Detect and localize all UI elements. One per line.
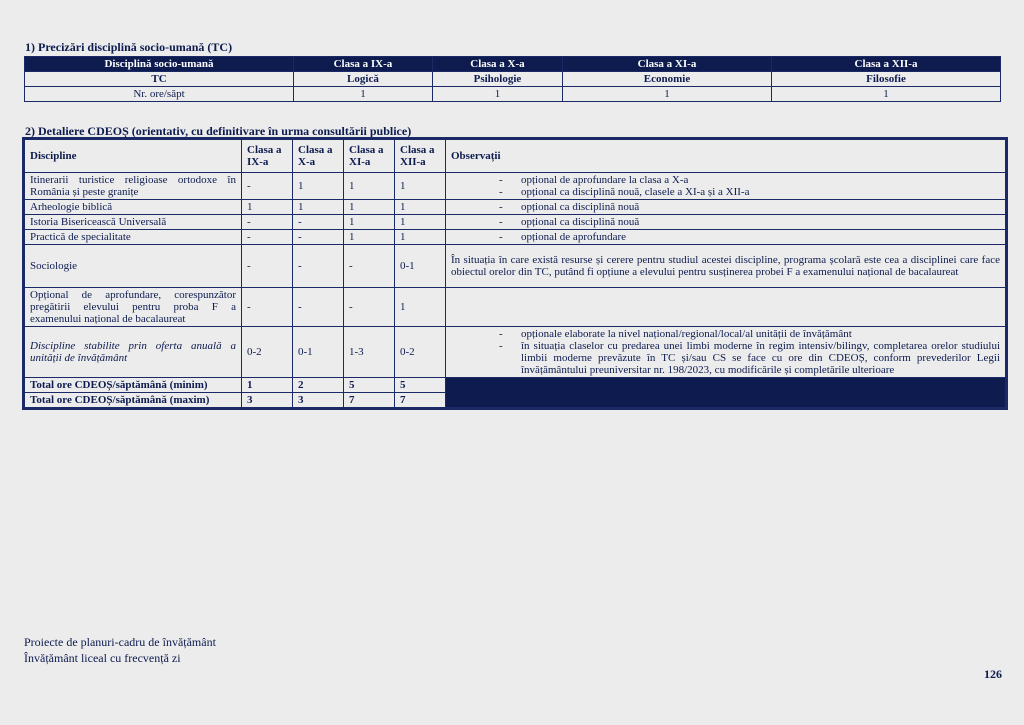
cell: 0-2 [395, 327, 446, 378]
cell: 1 [242, 200, 293, 215]
cdeos-table [24, 139, 1006, 408]
socio-human-table [24, 56, 1001, 102]
cell: TC [25, 72, 294, 87]
footer-line-1: Proiecte de planuri-cadru de învățământ [24, 635, 216, 649]
discipline-name: Practică de specialitate [25, 230, 242, 245]
cell: 1 [294, 87, 433, 102]
observation-item: - în situația claselor cu predarea unei limbi moderne în regim intensiv/bilingv, completarea orelor studiului limbii moderne prevăzute în TC și/sau CS se face cu ore din CDEOȘ, conform prevederilor Legii învățământului preuniversitar nr. 198/2023, cu modificările și completările ulterioare [451, 340, 1000, 376]
cell: 5 [395, 378, 446, 393]
cell: 0-1 [293, 327, 344, 378]
discipline-name: Itinerarii turistice religioase ortodoxe în România și peste granițe [25, 173, 242, 200]
page-number: 126 [984, 667, 1002, 681]
table-row [25, 200, 1006, 215]
observations-cell [446, 288, 1006, 327]
observation-item: - opțional de aprofundare la clasa a X-a [451, 174, 1000, 186]
cell: - [344, 288, 395, 327]
section-1-title: 1) Precizări disciplină socio-umană (TC) [25, 40, 233, 54]
cell: Nr. ore/săpt [25, 87, 294, 102]
discipline-name: Discipline stabilite prin oferta anuală a unității de învățământ [25, 327, 242, 378]
cell: - [293, 230, 344, 245]
observations-cell: În situația în care există resurse și cerere pentru studiul acestei discipline, programa școlară este cea a disciplinei care face obiectul orelor din TC, putând fi opțiune a elevului pentru susținerea probei F a examenului național de bacalaureat [446, 245, 1006, 288]
header-discipline: Discipline [25, 140, 242, 173]
observations-cell [446, 230, 1006, 245]
cell: Economie [563, 72, 772, 87]
total-label: Total ore CDEOȘ/săptămână (maxim) [25, 393, 242, 408]
cell: - [242, 215, 293, 230]
header-cell: Clasa a IX-a [294, 57, 433, 72]
cell: 1 [395, 230, 446, 245]
header-cell: Disciplină socio-umană [25, 57, 294, 72]
footer-line-2: Învățământ liceal cu frecvență zi [24, 651, 181, 665]
cell: 1 [293, 200, 344, 215]
observations-cell [446, 173, 1006, 200]
cell: 7 [344, 393, 395, 408]
discipline-name: Opțional de aprofundare, corespunzător pregătirii elevului pentru proba F a examenului național de bacalaureat [25, 288, 242, 327]
table-row [25, 173, 1006, 200]
cell: 1 [395, 173, 446, 200]
table-row [25, 327, 1006, 378]
observation-item: - opțional ca disciplină nouă [451, 216, 1000, 228]
cell: - [293, 288, 344, 327]
cell: 1 [395, 288, 446, 327]
cell: - [344, 245, 395, 288]
cell: 3 [242, 393, 293, 408]
header-cell: Clasa a XI-a [563, 57, 772, 72]
total-label: Total ore CDEOȘ/săptămână (minim) [25, 378, 242, 393]
cell: 1 [432, 87, 562, 102]
cell: Logică [294, 72, 433, 87]
header-class-12: Clasa a XII-a [395, 140, 446, 173]
cell: 1 [344, 173, 395, 200]
cell: 1 [344, 215, 395, 230]
filled-cell [446, 378, 1006, 408]
cell: - [242, 245, 293, 288]
cell: 1 [395, 215, 446, 230]
cell: - [293, 245, 344, 288]
header-class-10: Clasa a X-a [293, 140, 344, 173]
observation-item: - opțional ca disciplină nouă [451, 201, 1000, 213]
header-class-9: Clasa a IX-a [242, 140, 293, 173]
cell: Filosofie [772, 72, 1001, 87]
table-row [25, 245, 1006, 288]
table-header-row [25, 57, 1001, 72]
cell: 1 [344, 230, 395, 245]
cell: 1 [395, 200, 446, 215]
header-class-11: Clasa a XI-a [344, 140, 395, 173]
cell: Psihologie [432, 72, 562, 87]
observation-item: - opționale elaborate la nivel național/regional/local/al unității de învățământ [451, 328, 1000, 340]
cell: 1 [344, 200, 395, 215]
cell: 2 [293, 378, 344, 393]
cell: 1 [293, 173, 344, 200]
cell: 0-1 [395, 245, 446, 288]
table-row [25, 288, 1006, 327]
discipline-name: Sociologie [25, 245, 242, 288]
cell: 5 [344, 378, 395, 393]
observations-cell [446, 215, 1006, 230]
section-2-title: 2) Detaliere CDEOȘ (orientativ, cu definitivare în urma consultării publice) [25, 124, 412, 138]
cell: - [242, 288, 293, 327]
table-row [25, 87, 1001, 102]
cell: - [293, 215, 344, 230]
cell: 3 [293, 393, 344, 408]
table-row [25, 215, 1006, 230]
cell: 1 [772, 87, 1001, 102]
observations-cell [446, 200, 1006, 215]
cell: 0-2 [242, 327, 293, 378]
header-observations: Observații [446, 140, 1006, 173]
discipline-name: Istoria Bisericească Universală [25, 215, 242, 230]
cell: - [242, 173, 293, 200]
observation-item: - opțional de aprofundare [451, 231, 1000, 243]
total-min-row [25, 378, 1006, 393]
cell: 1 [563, 87, 772, 102]
cell: - [242, 230, 293, 245]
header-cell: Clasa a X-a [432, 57, 562, 72]
table-row [25, 230, 1006, 245]
cell: 1-3 [344, 327, 395, 378]
cell: 1 [242, 378, 293, 393]
cell: 7 [395, 393, 446, 408]
header-cell: Clasa a XII-a [772, 57, 1001, 72]
table-row [25, 72, 1001, 87]
observation-item: - opțional ca disciplină nouă, clasele a XI-a și a XII-a [451, 186, 1000, 198]
table-header-row [25, 140, 1006, 173]
observations-cell [446, 327, 1006, 378]
discipline-name: Arheologie biblică [25, 200, 242, 215]
